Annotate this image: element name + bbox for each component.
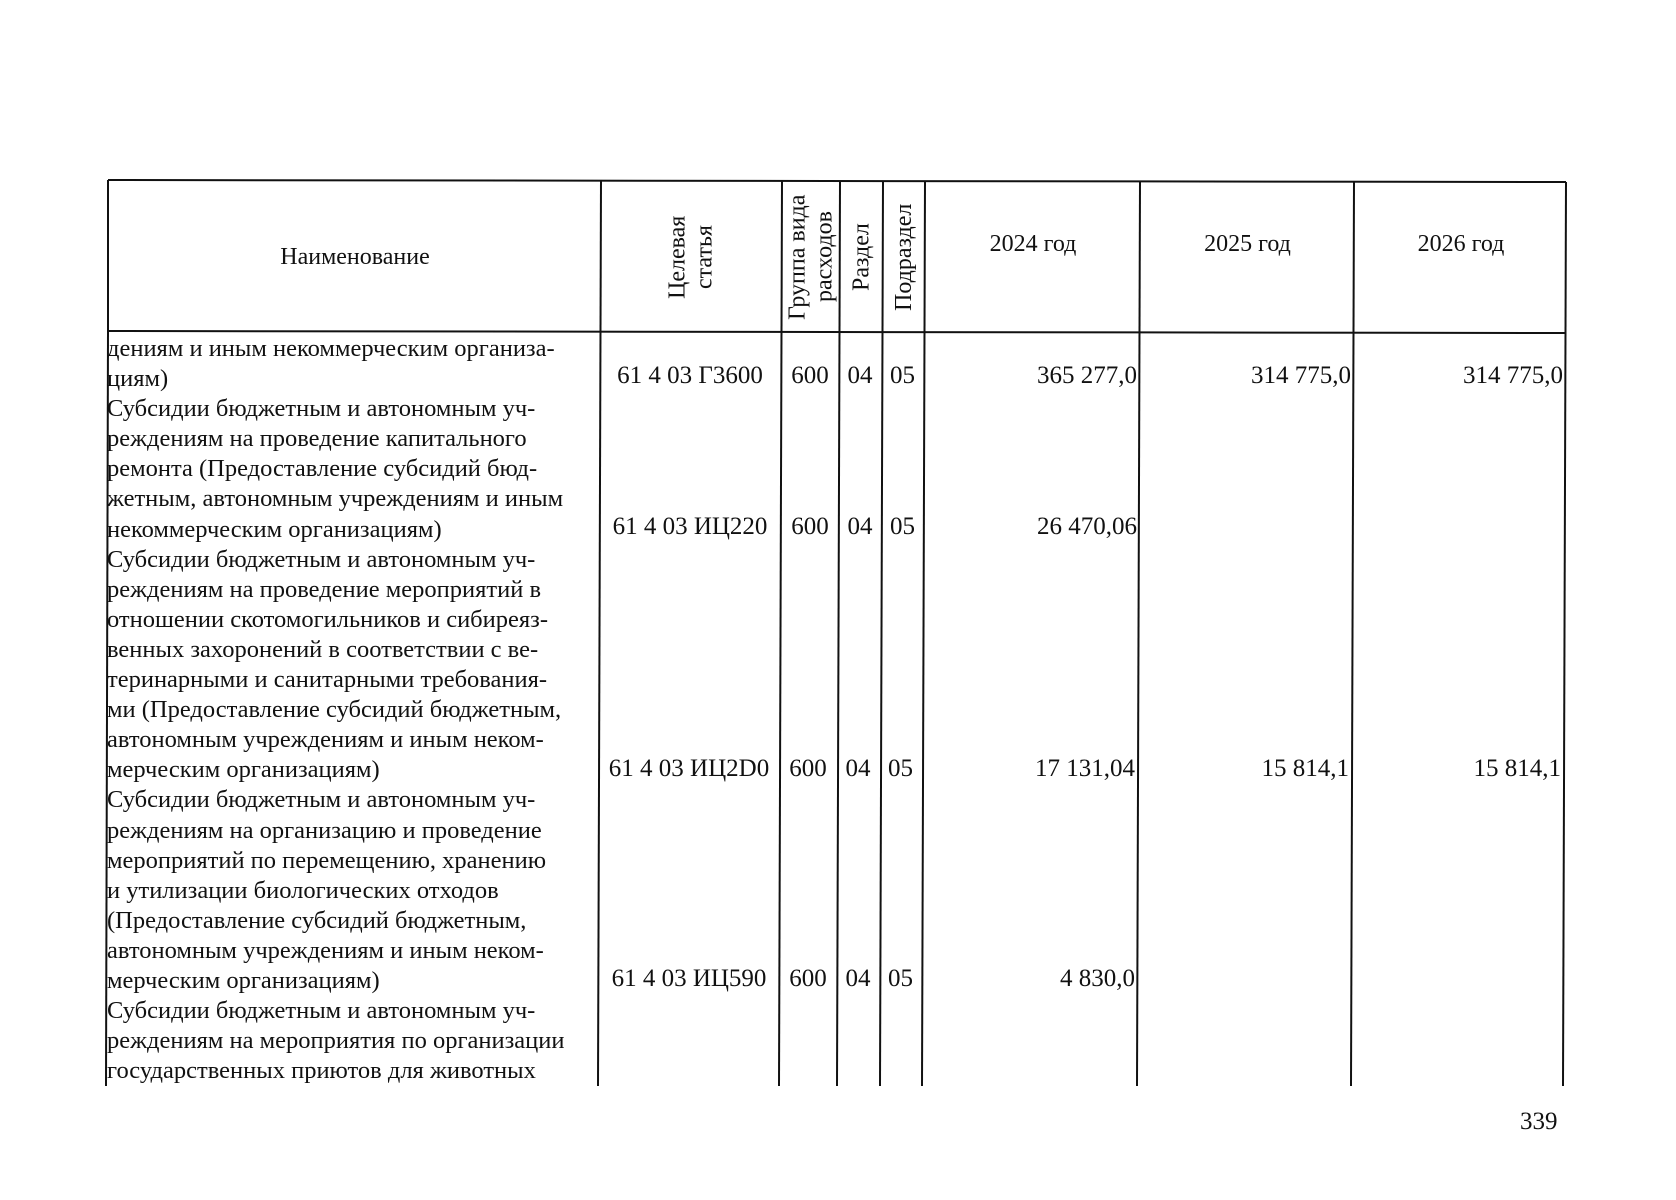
name-line: и утилизации биологических отходов (107, 876, 499, 904)
name-line: циям) (107, 365, 169, 393)
name-column-text (107, 334, 592, 1086)
cell-2024: 17 131,04 (1035, 755, 1135, 782)
cell-expense-group: 600 (789, 965, 827, 992)
cell-2025: 314 775,0 (1251, 362, 1351, 389)
name-line: некоммерческим организациям) (107, 515, 442, 543)
name-line: ми (Предоставление субсидий бюджетным, (107, 696, 562, 724)
name-line: реждениям на проведение капитального (107, 425, 527, 453)
cell-2026: 314 775,0 (1463, 362, 1563, 389)
name-line: мерческим организациям) (107, 756, 380, 784)
name-line: реждениям на проведение мероприятий в (107, 575, 542, 603)
name-line: жетным, автономным учреждениям и иным (107, 485, 564, 513)
cell-section: 04 (845, 965, 871, 992)
header-subsection: Подраздел (891, 203, 917, 311)
cell-subsection: 05 (890, 362, 915, 389)
name-line: отношении скотомогильников и сибиреяз- (107, 605, 548, 633)
cell-2024: 365 277,0 (1037, 362, 1137, 389)
name-line: Субсидии бюджетным и автономным уч- (107, 395, 536, 423)
cell-2026: 15 814,1 (1473, 755, 1561, 782)
cell-target-article: 61 4 03 Г3600 (617, 362, 763, 389)
cell-expense-group: 600 (789, 755, 827, 782)
cell-2024: 4 830,0 (1060, 965, 1135, 992)
cell-expense-group: 600 (791, 513, 829, 540)
name-line: реждениям на мероприятия по организации (107, 1027, 565, 1055)
name-line: мерческим организациям) (107, 966, 380, 994)
cell-subsection: 05 (888, 965, 913, 992)
header-2025: 2025 год (1204, 231, 1291, 257)
cell-subsection: 05 (890, 513, 915, 540)
name-line: дениям и иным некоммерческим организа- (107, 335, 555, 362)
name-line: реждениям на организацию и проведение (107, 816, 542, 844)
cell-target-article: 61 4 03 ИЦ2D0 (608, 755, 770, 782)
name-line: венных захоронений в соответствии с ве- (107, 635, 539, 663)
cell-target-article: 61 4 03 ИЦ590 (611, 965, 767, 992)
cell-expense-group: 600 (791, 362, 829, 389)
header-name: Наименование (280, 243, 430, 270)
cell-section: 04 (847, 513, 873, 540)
name-line: Субсидии бюджетным и автономным уч- (107, 997, 536, 1025)
cell-target-article: 61 4 03 ИЦ220 (612, 513, 768, 540)
name-line: автономным учреждениям и иным неком- (107, 936, 544, 964)
cell-2024: 26 470,06 (1037, 513, 1137, 540)
name-line: (Предоставление субсидий бюджетным, (107, 906, 527, 934)
cell-subsection: 05 (888, 755, 913, 782)
cell-section: 04 (845, 755, 871, 782)
header-expense-group: Группа вида расходов (784, 194, 838, 320)
header-target-article: Целевая статья (664, 215, 718, 299)
name-line: Субсидии бюджетным и автономным уч- (107, 545, 536, 573)
cell-section: 04 (847, 362, 873, 389)
name-line: государственных приютов для животных (107, 1057, 536, 1085)
name-line: Субсидии бюджетным и автономным уч- (107, 786, 536, 814)
header-2024: 2024 год (989, 231, 1077, 257)
page-number: 339 (1520, 1108, 1558, 1135)
header-2026: 2026 год (1417, 231, 1505, 257)
name-line: автономным учреждениям и иным неком- (107, 726, 544, 754)
cell-2025: 15 814,1 (1261, 755, 1349, 782)
name-line: мероприятий по перемещению, хранению (107, 846, 547, 874)
header-section: Раздел (848, 223, 875, 291)
name-line: ремонта (Предоставление субсидий бюд- (107, 455, 538, 483)
name-line: теринарными и санитарными требования- (107, 666, 548, 694)
